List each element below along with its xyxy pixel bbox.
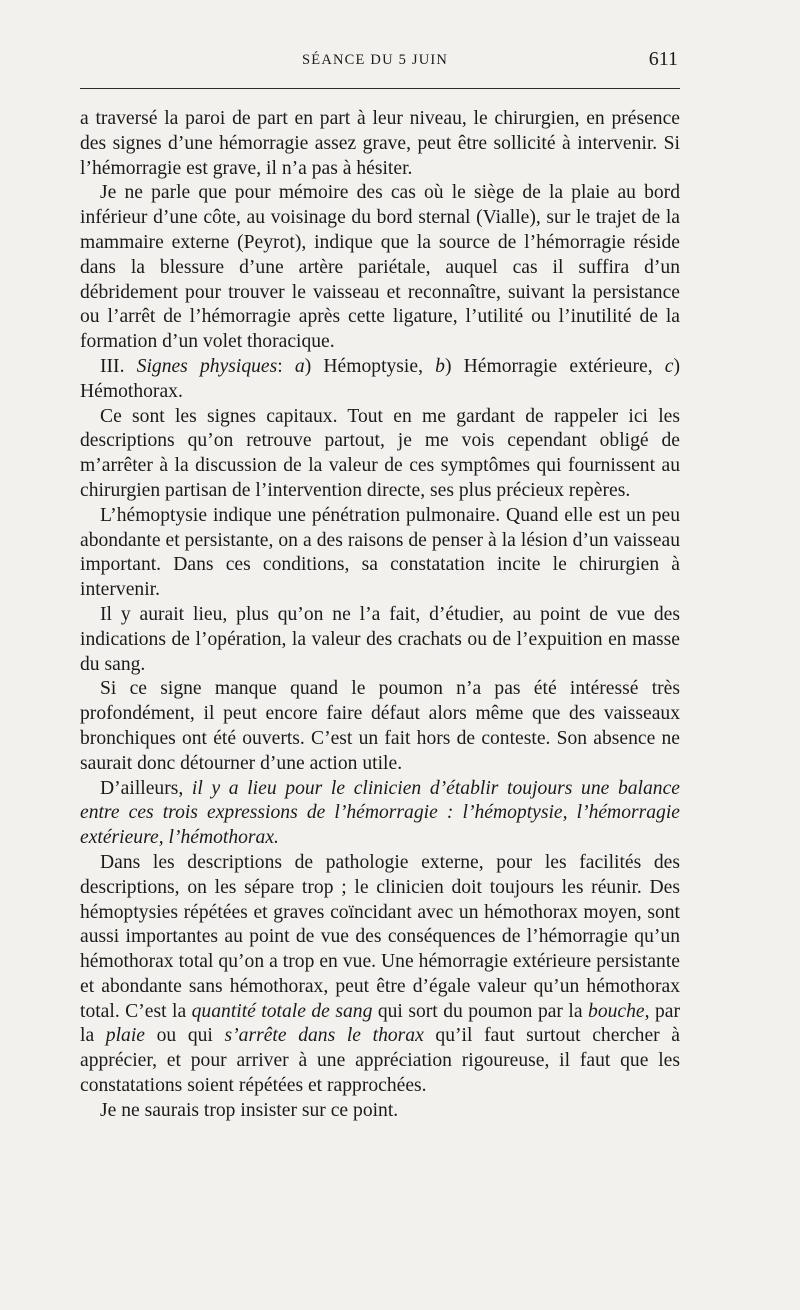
italic-text: b [435, 355, 445, 377]
italic-text: quantité totale de sang [191, 1000, 373, 1022]
text-run: qu’il faut surtout chercher à apprécier, et pour arriver à une appréciation rigoureuse, il faut que les constatations soient répétées et rapprochées. [80, 1025, 680, 1097]
text-run: a traversé la paroi de part en part à leur niveau, le chirurgien, en présence des signes d’une hémorragie assez grave, peut être sollicité à intervenir. Si l’hémorragie est grave, il n’a pas à hésiter. [80, 108, 680, 179]
italic-text: bouche [588, 1000, 645, 1022]
text-run: ) Hémoptysie, [304, 355, 436, 377]
text-run: L’hémoptysie indique une pénétration pulmonaire. Quand elle est un peu abondante et persistante, on a des raisons de penser à la lésion d’un vaisseau important. Dans ces conditions, sa constatation incite le chirurgien à intervenir. [80, 504, 680, 601]
paragraph [80, 677, 680, 776]
text-run: ou qui [144, 1025, 225, 1047]
italic-text: c [664, 355, 674, 377]
paragraph [80, 355, 680, 405]
text-run: ) Hémothorax. [80, 355, 680, 402]
italic-text: il y a lieu pour le clinicien d’établir toujours une balance entre ces trois expressions de l’hémorragie : l’hémoptysie, l’hémorragie extérieure, l’hémothorax. [80, 777, 680, 849]
text-run: Ce sont les signes capitaux. Tout en me gardant de rappeler ici les descriptions qu’on retrouve partout, je me vois cependant obligé de m’arrêter à la discussion de la valeur de ces symptômes qui fournissent au chirurgien partisan de l’intervention directe, ses plus précieux repères. [80, 405, 680, 501]
paragraph [80, 1099, 680, 1124]
text-run: Si ce signe manque quand le poumon n’a pas été intéressé très profondément, il peut encore faire défaut alors même que des vaisseaux bronchiques ont été ouverts. C’est un fait hors de conteste. Son absence ne saurait donc détourner d’une action utile. [80, 678, 680, 774]
italic-text: s’arrête dans le thorax [224, 1025, 424, 1047]
paragraph [80, 405, 680, 504]
paragraph [80, 504, 680, 603]
italic-text: a [294, 355, 305, 377]
text-run: Dans les descriptions de pathologie externe, pour les facilités des descriptions, on les sépare trop ; le clinicien doit toujours les réunir. Des hémoptysies répétées et graves coïncidant avec un hémothorax moyen, sont aussi importantes au point de vue des conséquences de l’hémorragie qu’un hémothorax total qu’on a trop en vue. Une hémorragie extérieure persistante et abondante sans hémothorax, peut être d’égale valeur qu’un hémothorax total. C’est la [80, 851, 680, 1022]
running-title: SÉANCE DU 5 JUIN [302, 52, 449, 68]
italic-text: plaie [105, 1025, 145, 1047]
paragraph [80, 107, 680, 181]
text-run: : [277, 355, 295, 377]
paragraph [80, 181, 680, 355]
body-text [80, 107, 680, 1124]
text-run: D’ailleurs, [100, 777, 192, 799]
page-number: 611 [648, 48, 678, 70]
header-rule [80, 88, 680, 89]
text-run: Je ne parle que pour mémoire des cas où le siège de la plaie au bord inférieur d’une côte, au voisinage du bord sternal (Vialle), sur le trajet de la mammaire externe (Peyrot), indique que la source de l’hémorragie réside dans la blessure d’une artère pariétale, auquel cas il suffira d’un débridement pour trouver le vaisseau et reconnaître, suivant la persistance ou l’arrêt de l’hémorragie après cette ligature, l’utilité ou l’inutilité de la formation d’un volet thoracique. [80, 182, 680, 353]
text-run: III. [100, 355, 137, 377]
text-run: , par la [80, 1000, 681, 1047]
text-run: Il y aurait lieu, plus qu’on ne l’a fait, d’étudier, au point de vue des indications de l’opération, la valeur des crachats ou de l’expuition en masse du sang. [80, 603, 680, 675]
text-run: ) Hémorragie extérieure, [444, 355, 665, 377]
paragraph [80, 777, 680, 851]
paragraph [80, 851, 680, 1099]
text-run: qui sort du poumon par la [372, 1000, 589, 1022]
italic-text: Signes physiques [136, 355, 278, 377]
paragraph [80, 603, 680, 677]
text-run: Je ne saurais trop insister sur ce point. [100, 1099, 399, 1121]
page-header [80, 46, 680, 76]
